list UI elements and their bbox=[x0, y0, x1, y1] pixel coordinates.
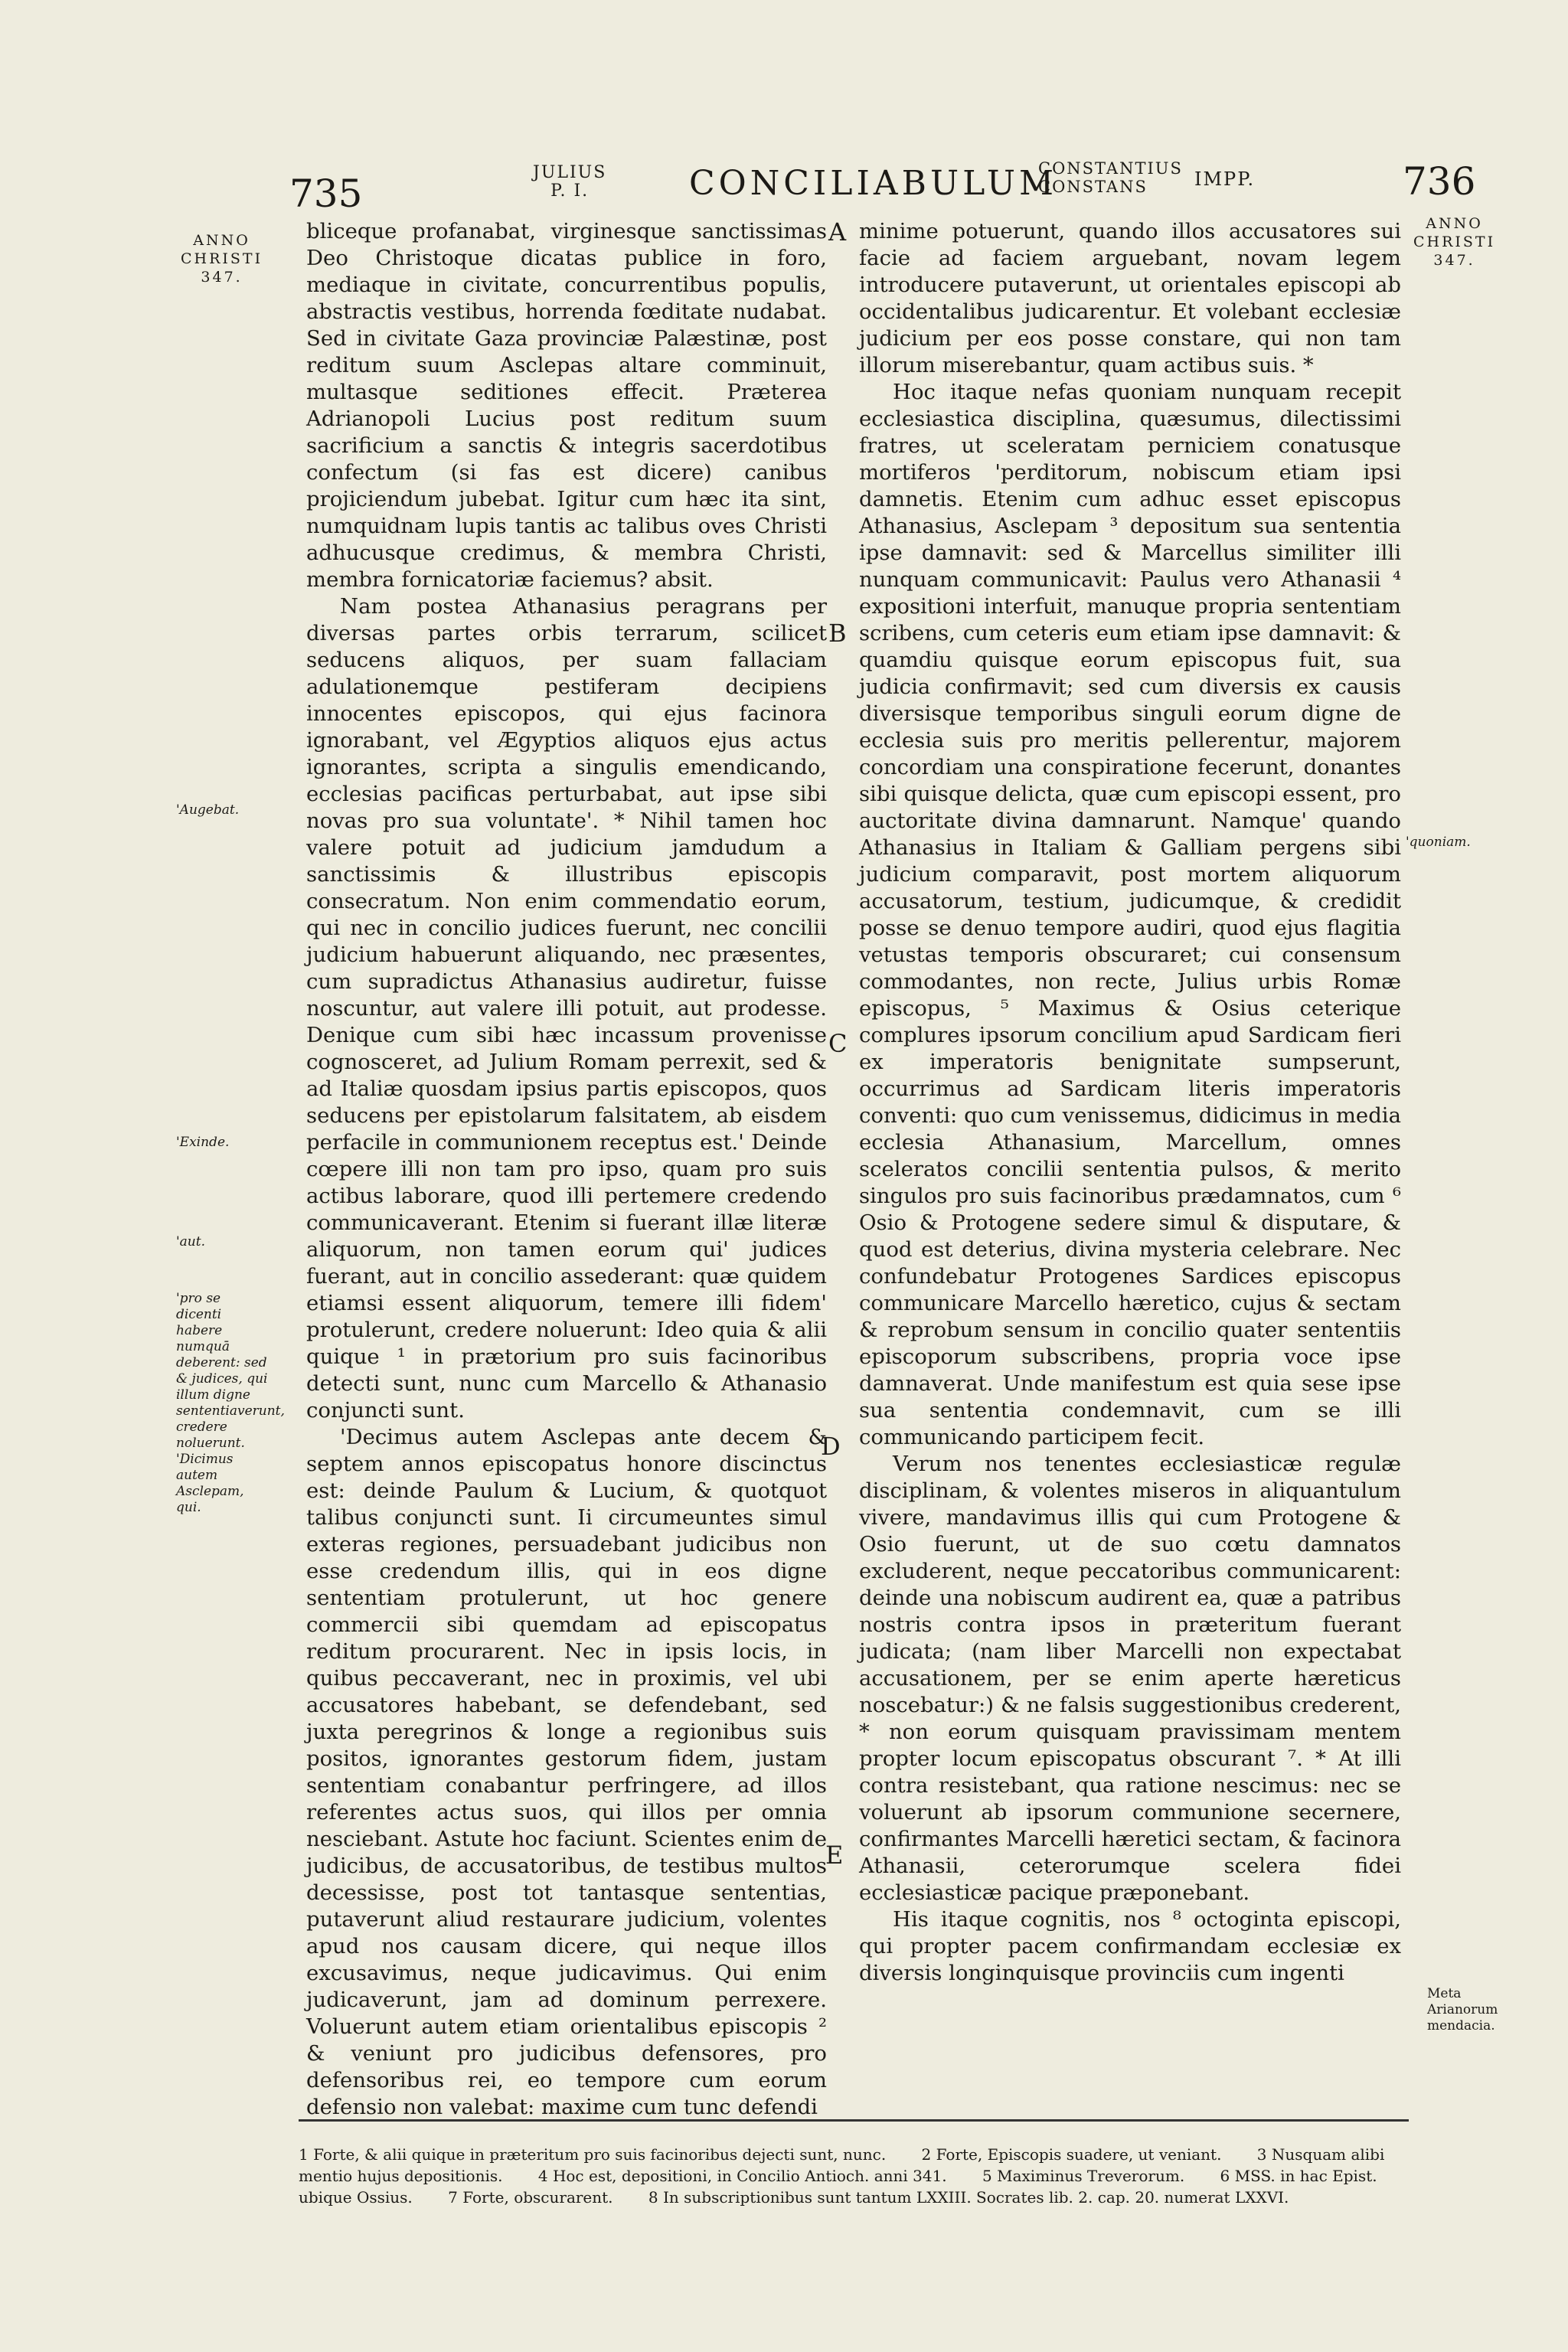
footnote-8: 8 In subscriptionibus sunt tantum LXXIII. Socrates lib. 2. cap. 20. numerat LXXVI. bbox=[648, 2188, 1289, 2207]
gloss-exinde: 'Exinde. bbox=[176, 1135, 230, 1150]
gloss-meta-arianorum: Meta Arianorum mendacia. bbox=[1427, 1986, 1498, 2034]
footnote-7: 7 Forte, obscurarent. bbox=[448, 2188, 613, 2207]
running-head-right bbox=[1038, 159, 1183, 196]
section-marker-a: A bbox=[828, 217, 847, 247]
paragraph: Nam postea Athanasius peragrans per diversas partes orbis terrarum, scilicet seducens aliquos, per suam fallaciam adulationemque pestiferam decipiens innocentes episcopos, qui ejus facinora ignorabant, vel Ægyptios aliquos ejus actus ignorantes, scripta a singulis emendicando, ecclesias pacificas perturbabat, aut ipse sibi novas pro sua voluntate'. * Nihil tamen hoc valere potuit ad judicium jamdudum a sanctissimis & illustribus episcopis consecratum. Non enim commendatio eorum, qui nec in concilio judices fuerunt, nec concilii judicium habuerunt aliquando, nec præsentes, cum supradictus Athanasius audiretur, fuisse noscuntur, aut valere illi potuit, aut prodesse. Denique cum sibi hæc incassum provenisse cognosceret, ad Julium Romam perrexit, sed & ad Italiæ quosdam ipsius partis episcopos, quos seducens per epistolarum falsitatem, ab eisdem perfacile in communionem receptus est.' Deinde cœpere illi non tam pro ipso, quam pro suis actibus laborare, quod illi pertemere credendo communicaverant. Etenim si fuerant illæ literæ aliquorum, non tamen eorum qui' judices fuerant, aut in concilio assederant: quæ quidem etiamsi essent aliquorum, temere illi fidem' protulerunt, credere noluerunt: Ideo quia & alii quique ¹ in prætorium pro suis facinoribus detecti sunt, nunc cum Marcello & Athanasio conjuncti sunt. bbox=[306, 594, 827, 1423]
christi-label: CHRISTI bbox=[1413, 234, 1496, 250]
running-head-julius: JULIUS bbox=[533, 163, 607, 182]
running-head-impp: IMPP. bbox=[1194, 168, 1256, 190]
anno-label: ANNO bbox=[1426, 215, 1483, 232]
paragraph: minime potuerunt, quando illos accusatores sui facie ad faciem arguebant, novam legem introducere putaverunt, ut orientales episcopi ab occidentalibus judicarentur. Et volebant ecclesiæ judicium per eos posse constare, qui non tam illorum miserebantur, quam actibus suis. * bbox=[859, 219, 1401, 377]
gloss-quoniam: 'quoniam. bbox=[1406, 835, 1471, 850]
gloss-aut: 'aut. bbox=[176, 1234, 205, 1250]
footnote-1: 1 Forte, & alii quique in præteritum pro suis facinoribus dejecti sunt, nunc. bbox=[299, 2145, 887, 2164]
section-marker-c: C bbox=[828, 1029, 848, 1058]
footnote-divider bbox=[299, 2119, 1409, 2122]
anno-christi-left bbox=[181, 231, 263, 286]
paragraph: 'Decimus autem Asclepas ante decem & septem annos episcopatus honore discinctus est: deinde Paulum & Lucium, & quotquot talibus conjuncti sunt. Ii circumeuntes simul exteras regiones, persuadebant judicibus non esse credendum illis, qui in eos digne sententiam protulerunt, ut hoc genere commercii sibi quemdam ad episcopatus reditum procurarent. Nec in ipsis locis, in quibus peccaverant, nec in proximis, vel ubi accusatores habebant, se defendebant, sed juxta peregrinos & longe a regionibus suis positos, ignorantes gestorum fidem, justam sententiam conabantur perfringere, ad illos referentes actus suos, qui illos per omnia nesciebant. Astute hoc faciunt. Scientes enim de judicibus, de accusatoribus, de testibus multos decessisse, post tot tantasque sententias, putaverunt aliud restaurare judicium, volentes apud nos causam dicere, qui neque illos excusavimus, neque judicavimus. Qui enim judicaverunt, jam ad dominum perrexere. Voluerunt autem etiam orientalibus episcopis ² & veniunt pro judicibus defensores, pro defensoribus rei, eo tempore cum eorum defensio non valebat: maxime cum tunc defendi bbox=[306, 1425, 827, 2119]
right-column bbox=[859, 218, 1401, 1987]
year-label: 347. bbox=[1433, 252, 1475, 269]
section-marker-e: E bbox=[825, 1841, 844, 1870]
footnote-6: 6 MSS. in hac Epist. ubique Ossius. bbox=[299, 2167, 1377, 2207]
paragraph: His itaque cognitis, nos ⁸ octoginta episcopi, qui propter pacem confirmandam ecclesiæ ex diversis longinquisque provinciis cum ingenti bbox=[859, 1907, 1401, 1985]
christi-label: CHRISTI bbox=[181, 250, 263, 267]
paragraph: Hoc itaque nefas quoniam nunquam recepit ecclesiastica disciplina, quæsumus, dilectissimi fratres, ut sceleratam perniciem conatusque mortiferos 'perditorum, nobiscum etiam ipsi damnetis. Etenim cum adhuc esset episcopus Athanasius, Asclepam ³ depositum sua sententia ipse damnavit: sed & Marcellus similiter illi nunquam communicavit: Paulus vero Athanasii ⁴ expositioni interfuit, manuque propria sententiam scribens, cum ceteris eum etiam ipse damnavit: & quamdiu quisque eorum episcopus fuit, sua judicia confirmavit; sed cum diversis ex causis diversisque temporibus singuli eorum digne de ecclesia suis pro meritis pellerentur, majorem concordiam una conspiratione fecerunt, donantes sibi quisque delicta, quæ cum episcopi essent, pro auctoritate divina damnarunt. Namque' quando Athanasius in Italiam & Galliam pergens sibi judicium comparavit, post mortem aliquorum accusatorum, testium, judicumque, & credidit posse se denuo tempore audiri, quod ejus flagitia vetustas temporis obscuraret; cui consensum commodantes, non recte, Julius urbis Romæ episcopus, ⁵ Maximus & Osius ceterique complures ipsorum concilium apud Sardicam fieri ex imperatoris benignitate sumpserunt, occurrimus ad Sardicam literis imperatoris conventi: quo cum venissemus, didicimus in media ecclesia Athanasium, Marcellum, omnes sceleratos concilii sententia pulsos, & merito singulos pro suis facinoribus prædamnatos, cum ⁶ Osio & Protogene sedere simul & disputare, & quod est deterius, divina mysteria celebrare. Nec confundebatur Protogenes Sardices episcopus communicare Marcello hæretico, cujus & sectam & reprobum sensum in concilio quater sententiis episcoporum subscribens, propria voce ipse damnaverat. Unde manifestum est quia sese ipse sua sententia condemnavit, cum se illi communicando participem fecit. bbox=[859, 380, 1401, 1449]
year-label: 347. bbox=[201, 269, 243, 286]
section-marker-b: B bbox=[828, 619, 847, 648]
page-header bbox=[0, 145, 1568, 222]
section-marker-d: D bbox=[821, 1432, 841, 1461]
gloss-augebat: 'Augebat. bbox=[176, 802, 240, 818]
footnote-2: 2 Forte, Episcopis suadere, ut veniant. bbox=[921, 2145, 1222, 2164]
anno-christi-right bbox=[1413, 214, 1495, 270]
footnotes bbox=[299, 2144, 1409, 2208]
anno-label: ANNO bbox=[193, 232, 250, 249]
running-head-left bbox=[533, 164, 606, 201]
footnote-5: 5 Maximinus Treverorum. bbox=[982, 2167, 1185, 2185]
page-number-right: 736 bbox=[1403, 159, 1476, 204]
gloss-pro-se-dicenti: 'pro se dicenti habere numquā deberent: sed & judices, qui illum digne sententiaverunt, credere noluerunt. 'Dicimus autem Asclepam, qui. bbox=[176, 1291, 285, 1515]
left-column bbox=[306, 218, 827, 2121]
footnote-4: 4 Hoc est, depositioni, in Concilio Antioch. anni 341. bbox=[537, 2167, 947, 2185]
paragraph: bliceque profanabat, virginesque sanctissimas Deo Christoque dicatas publice in foro, mediaque in civitate, concurrentibus populis, abstractis vestibus, horrenda fœditate nudabat. Sed in civitate Gaza provinciæ Palæstinæ, post reditum suum Asclepas altare comminuit, multasque seditiones effecit. Præterea Adrianopoli Lucius post reditum suum sacrificium a sanctis & integris sacerdotibus confectum (si fas est dicere) canibus projiciendum jubebat. Igitur cum hæc ita sint, numquidnam lupis tantis ac talibus oves Christi adhucusque credimus, & membra Christi, membra fornicatoriæ faciemus? absit. bbox=[306, 219, 827, 592]
running-head-pope: P. I. bbox=[550, 181, 590, 201]
running-head-constantius: CONSTANTIUS bbox=[1038, 159, 1183, 178]
page-number-left: 735 bbox=[289, 172, 363, 216]
page-title: CONCILIABULUM bbox=[689, 164, 1058, 203]
paragraph: Verum nos tenentes ecclesiasticæ regulæ disciplinam, & volentes miseros in aliquantulum vivere, mandavimus illis qui cum Protogene & Osio fuerunt, ut de suo cœtu damnatos excluderent, neque peccatoribus communicarent: deinde una nobiscum audirent ea, quæ a patribus nostris contra ipsos in præteritum fuerant judicata; (nam liber Marcelli non expectabat accusationem, per se enim aperte hæreticus noscebatur:) & ne falsis suggestionibus crederent, * non eorum quisquam pravissimam mentem propter locum episcopatus obscurant ⁷. * At illi contra resistebant, qua ratione nescimus: nec se voluerunt ab ipsorum communione secernere, confirmantes Marcelli hæretici sectam, & facinora Athanasii, ceterorumque scelera fidei ecclesiasticæ pacique præponebant. bbox=[859, 1452, 1401, 1905]
footnote-3: 3 Nusquam alibi mentio hujus depositionis. bbox=[299, 2145, 1385, 2185]
running-head-constans: CONSTANS bbox=[1038, 178, 1148, 196]
